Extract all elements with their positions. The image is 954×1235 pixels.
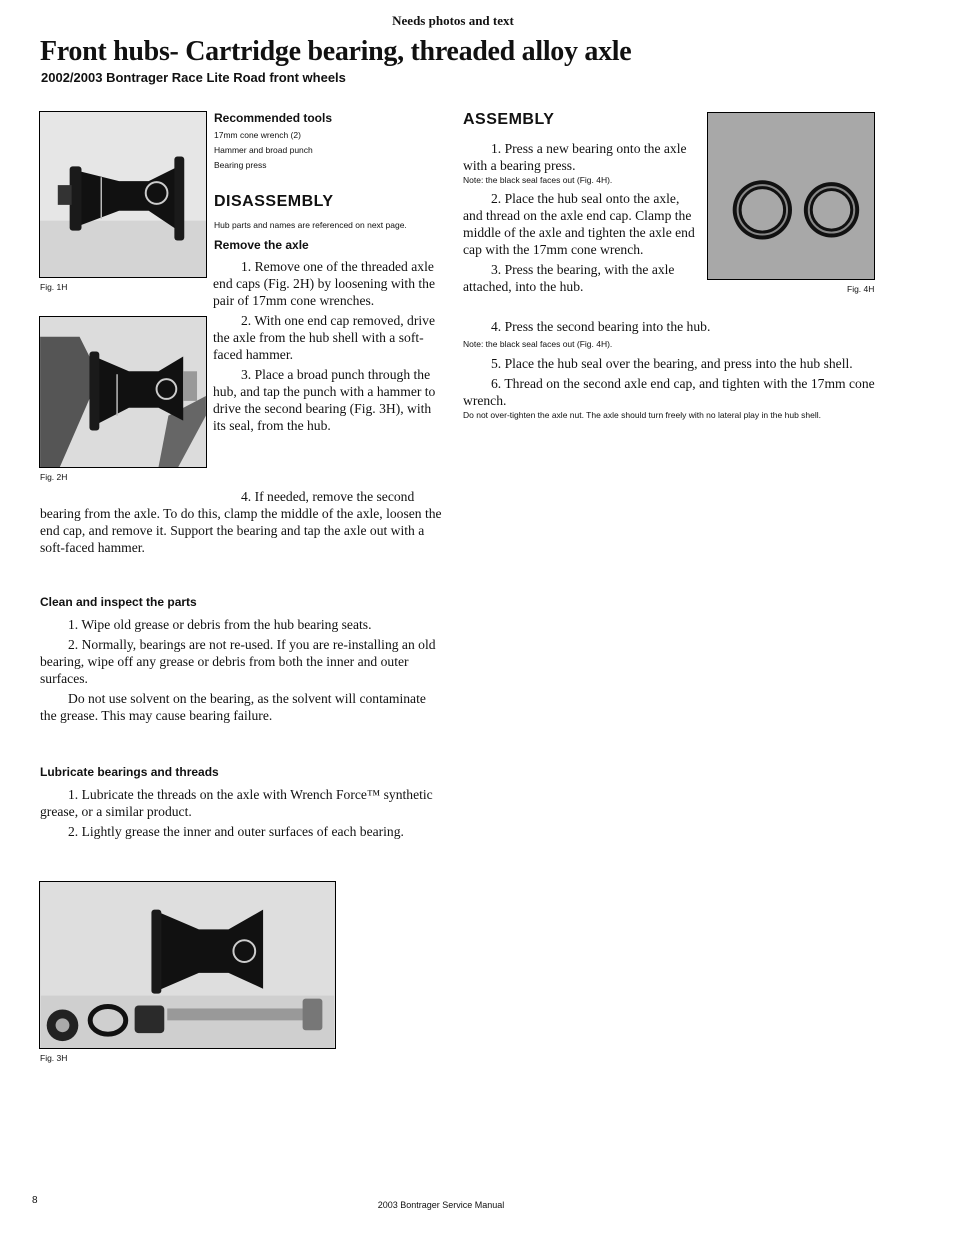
assembly-step-2: 2. Place the hub seal onto the axle, and thread on the axle end cap. Clamp the middle of the axle and tighten the axle end cap with the 17mm cone wrench. (463, 191, 695, 257)
hub-parts-photo-icon (40, 882, 335, 1048)
lubricate-section (40, 765, 445, 843)
tool-item: 17mm cone wrench (2) (214, 130, 301, 140)
page-title: Front hubs- Cartridge bearing, threaded alloy axle (40, 36, 632, 67)
disassembly-note: Hub parts and names are referenced on next page. (214, 220, 407, 230)
disassembly-step-2: 2. With one end cap removed, drive the axle from the hub shell with a soft-faced hammer. (213, 313, 435, 362)
assembly-step-3: 3. Press the bearing, with the axle attached, into the hub. (463, 262, 675, 294)
manual-footer: 2003 Bontrager Service Manual (377, 1200, 505, 1210)
clean-section (40, 595, 445, 727)
tool-item: Hammer and broad punch (214, 145, 313, 155)
disassembly-steps-wide (40, 488, 445, 559)
fig-1h-photo (39, 111, 207, 278)
clean-heading: Clean and inspect the parts (40, 595, 197, 609)
assembly-note-6: Do not over-tighten the axle nut. The axle should turn freely with no lateral play in the hub shell. (463, 410, 822, 420)
disassembly-heading: DISASSEMBLY (214, 193, 334, 210)
assembly-heading: ASSEMBLY (463, 111, 555, 128)
page-subtitle: 2002/2003 Bontrager Race Lite Road front wheels (41, 70, 346, 85)
assembly-step-6: 6. Thread on the second axle end cap, and tighten with the 17mm cone wrench. (463, 376, 875, 408)
fig-3h-caption: Fig. 3H (40, 1053, 68, 1063)
hub-photo-icon (40, 112, 206, 277)
disassembly-step-4: 4. If needed, remove the second bearing from the axle. To do this, clamp the middle of the axle, loosen the end cap, and remove it. Support the bearing and tap the axle out with a soft-faced hammer. (40, 489, 442, 555)
recommended-tools (214, 111, 444, 173)
fig-3h-photo (39, 881, 336, 1049)
fig-2h-photo (39, 316, 207, 468)
top-note: Needs photos and text (392, 13, 514, 28)
assembly-steps-narrow (463, 140, 701, 298)
disassembly-step-3: 3. Place a broad punch through the hub, and tap the punch with a hammer to drive the second bearing (Fig. 3H), with its seal, from the hub. (213, 367, 436, 433)
clean-step-2: 2. Normally, bearings are not re-used. If you are re-installing an old bearing, wipe off any grease or debris from both the inner and outer surfaces. (40, 637, 436, 686)
assembly-note-4: Note: the black seal faces out (Fig. 4H). (463, 339, 613, 349)
bearings-photo-icon (708, 113, 874, 279)
fig-4h-photo (707, 112, 875, 280)
lubricate-heading: Lubricate bearings and threads (40, 765, 219, 779)
assembly-steps-wide (463, 318, 878, 425)
assembly-step-1: 1. Press a new bearing onto the axle with a bearing press. (463, 141, 687, 173)
tool-item: Bearing press (214, 160, 267, 170)
lubricate-step-1: 1. Lubricate the threads on the axle with Wrench Force™ synthetic grease, or a similar product. (40, 787, 433, 819)
remove-axle-heading: Remove the axle (214, 238, 309, 252)
assembly-step-4: 4. Press the second bearing into the hub. (491, 319, 711, 334)
assembly-note-1: Note: the black seal faces out (Fig. 4H). (463, 175, 613, 185)
page-number: 8 (32, 1195, 38, 1206)
assembly-step-5: 5. Place the hub seal over the bearing, and press into the hub shell. (491, 356, 853, 371)
hub-wrench-photo-icon (40, 317, 206, 467)
clean-step-1: 1. Wipe old grease or debris from the hub bearing seats. (68, 617, 372, 632)
tools-heading: Recommended tools (214, 111, 333, 125)
clean-warning: Do not use solvent on the bearing, as the solvent will contaminate the grease. This may cause bearing failure. (40, 691, 426, 723)
disassembly-step-1: 1. Remove one of the threaded axle end caps (Fig. 2H) by loosening with the pair of 17mm cone wrenches. (213, 259, 436, 308)
fig-1h-caption: Fig. 1H (40, 282, 68, 292)
fig-4h-caption: Fig. 4H (847, 284, 875, 294)
fig-2h-caption: Fig. 2H (40, 472, 68, 482)
disassembly-steps-narrow (213, 258, 445, 437)
lubricate-step-2: 2. Lightly grease the inner and outer surfaces of each bearing. (68, 824, 404, 839)
